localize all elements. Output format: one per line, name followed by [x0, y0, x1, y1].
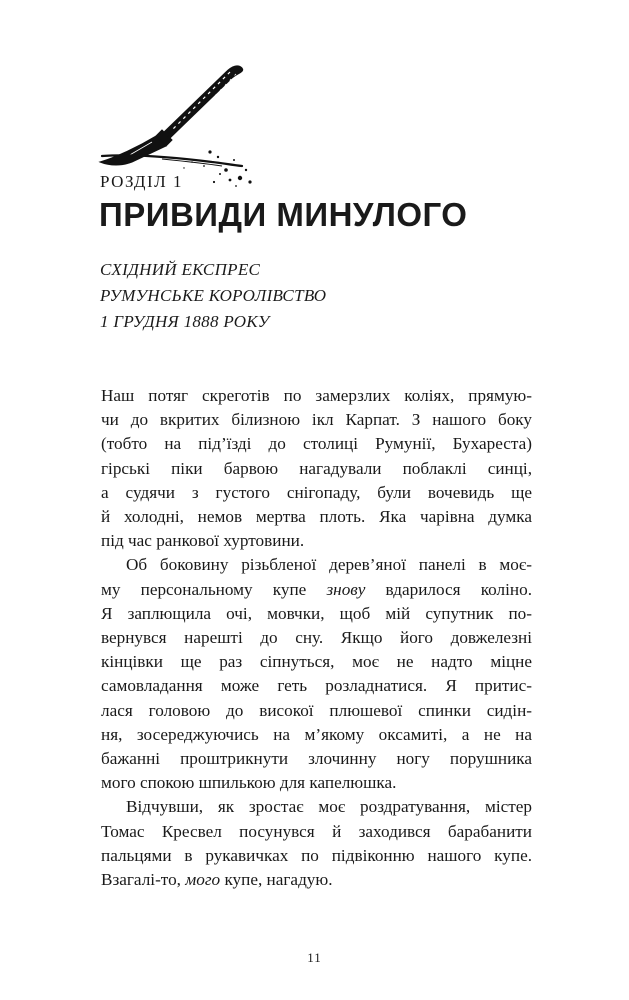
- chapter-label: РОЗДІЛ 1: [100, 172, 183, 191]
- page-number: 11: [307, 950, 322, 965]
- text-run: купе, нагадую.: [220, 870, 333, 890]
- chapter-location: [100, 257, 326, 335]
- text-line: Томас Кресвел посунувся й заходився барабанити: [101, 821, 532, 841]
- emphasis-text: знову: [326, 579, 366, 599]
- text-line: бажанні проштрикнути злочинну ногу порушника: [101, 749, 532, 769]
- text-line: ня, зосереджуючись на м’якому оксамиті, а не на: [101, 724, 532, 744]
- text-run: Взагалі-то,: [101, 870, 186, 890]
- text-run: вдарилося коліно.: [365, 579, 532, 599]
- text-line: Наш потяг скреготів по замерзлих коліях, прямую-: [101, 386, 532, 405]
- text-line: Об боковину різьбленої дерев’яної панелі в моє-: [126, 555, 532, 575]
- location-line: 1 ГРУДНЯ 1888 РОКУ: [100, 312, 270, 331]
- emphasis-text: мого: [185, 870, 221, 890]
- text-line: лася головою до високої плюшевої спинки сидін-: [101, 700, 532, 720]
- text-line: під час ранкової хуртовини.: [101, 531, 305, 551]
- location-line: СХІДНИЙ ЕКСПРЕС: [100, 260, 261, 279]
- text-line: гірські піки барвою нагадували поблаклі синці,: [101, 458, 532, 478]
- text-line: й холодні, немов мертва плоть. Яка чарівна думка: [101, 507, 532, 527]
- text-line: мого спокою шпилькою для капелюшка.: [101, 773, 397, 793]
- paragraph: [101, 553, 532, 795]
- paragraph: [101, 795, 532, 892]
- body-text: [101, 384, 532, 892]
- text-line: Відчувши, як зростає моє роздратування, містер: [126, 797, 532, 817]
- chapter-title: ПРИВИДИ МИНУЛОГО: [99, 196, 468, 233]
- text-line: (тобто на під’їзді до столиці Румунії, Бухареста): [101, 434, 532, 454]
- text-line: а судячи з густого снігопаду, були вочевидь ще: [101, 482, 532, 502]
- text-line: кінцівки ще раз сіпнуться, моє не надто міцне: [101, 652, 532, 672]
- text-run: му персональному купе: [101, 579, 327, 599]
- paragraph: [101, 384, 532, 553]
- text-line: [101, 578, 532, 602]
- text-line: самовладання може геть розладнатися. Я притис-: [101, 676, 532, 696]
- text-line: пальцями в рукавичках по підвіконню нашого купе.: [101, 845, 532, 865]
- location-line: РУМУНСЬКЕ КОРОЛІВСТВО: [100, 286, 327, 305]
- text-line: чи до вкритих білизною ікл Карпат. З нашого боку: [101, 410, 532, 430]
- text-line: [101, 868, 532, 892]
- text-line: Я заплющила очі, мовчки, щоб мій супутник по-: [101, 603, 532, 623]
- text-line: вернувся нарешті до сну. Якщо його довжелезні: [101, 628, 532, 648]
